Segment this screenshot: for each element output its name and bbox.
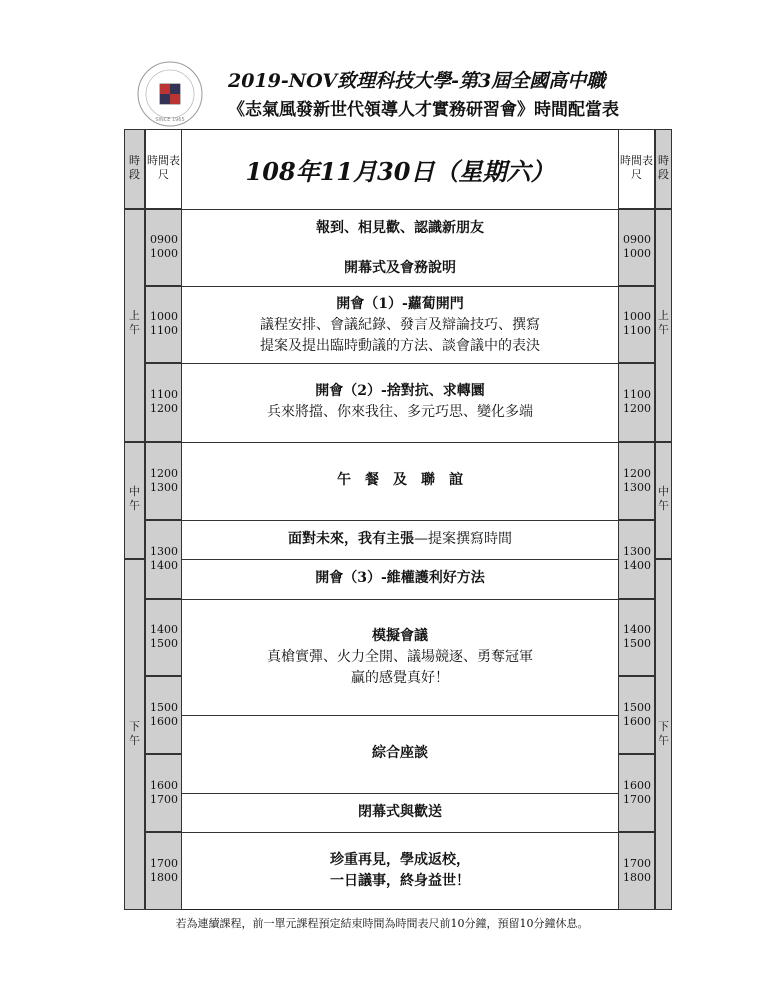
time-cell: 1100 1200	[145, 363, 182, 442]
time-header-left: 時間表尺	[145, 129, 182, 209]
time-cell: 1600 1700	[145, 754, 182, 832]
session-closing: 閉幕式與歡送	[358, 804, 442, 820]
time-header-right: 時間表尺	[618, 129, 655, 209]
period-header-right: 時段	[655, 129, 672, 209]
page-title: 2019-NOV致理科技大學-第3屆全國高中職	[228, 70, 606, 92]
period-noon-left: 中午	[124, 442, 145, 559]
period-header-left: 時段	[124, 129, 145, 209]
time-cell: 1200 1300	[618, 442, 655, 520]
time-cell: 1700 1800	[618, 832, 655, 910]
row-divider	[182, 286, 618, 287]
time-cell: 0900 1000	[618, 209, 655, 286]
time-cell: 1500 1600	[618, 676, 655, 754]
row-divider	[182, 599, 618, 600]
university-seal-icon	[136, 60, 204, 128]
row-divider	[182, 209, 618, 210]
schedule-date: 108年11月30日（星期六）	[245, 157, 555, 186]
period-pm-left: 下午	[124, 559, 145, 910]
row-divider	[182, 559, 618, 560]
period-am-left: 上午	[124, 209, 145, 442]
period-noon-right: 中午	[655, 442, 672, 559]
session-checkin: 報到、相見歡、認識新朋友	[316, 220, 484, 236]
svg-text:SINCE 1965: SINCE 1965	[155, 117, 185, 123]
period-pm-right: 下午	[655, 559, 672, 910]
time-cell: 0900 1000	[145, 209, 182, 286]
row-divider	[182, 793, 618, 794]
page-subtitle: 《志氣風發新世代領導人才實務研習會》時間配當表	[228, 100, 619, 120]
session-meeting-1: 開會（1）-蘿蔔開門 議程安排、會議紀錄、發言及辯論技巧、撰寫 提案及提出臨時動議的方法、談會議中的表決	[260, 296, 540, 354]
row-divider	[182, 832, 618, 833]
row-divider	[182, 363, 618, 364]
time-cell: 1600 1700	[618, 754, 655, 832]
session-mock-meeting: 模擬會議 真槍實彈、火力全開、議場競逐、勇奪冠軍 贏的感覺真好！	[267, 628, 533, 686]
session-farewell: 珍重再見，學成返校， 一日議事，終身益世！	[330, 852, 470, 889]
row-divider	[182, 715, 618, 716]
time-cell: 1700 1800	[145, 832, 182, 910]
session-opening: 開幕式及會務說明	[344, 260, 456, 276]
session-discussion: 綜合座談	[372, 745, 428, 761]
row-divider	[182, 520, 618, 521]
time-cell: 1400 1500	[145, 599, 182, 676]
time-cell: 1500 1600	[145, 676, 182, 754]
session-meeting-2: 開會（2）-捨對抗、求轉圜 兵來將擋、你來我往、多元巧思、變化多端	[267, 383, 533, 420]
time-cell: 1300 1400	[145, 520, 182, 599]
time-cell: 1200 1300	[145, 442, 182, 520]
session-proposal: 面對未來，我有主張—提案撰寫時間	[288, 531, 512, 547]
time-cell: 1000 1100	[618, 286, 655, 363]
time-cell: 1300 1400	[618, 520, 655, 599]
time-cell: 1400 1500	[618, 599, 655, 676]
period-am-right: 上午	[655, 209, 672, 442]
row-divider	[182, 442, 618, 443]
session-meeting-3: 開會（3）-維權護利好方法	[315, 570, 485, 586]
session-lunch: 午 餐 及 聯 誼	[337, 472, 463, 488]
time-cell: 1100 1200	[618, 363, 655, 442]
footer-note: 若為連續課程，前一單元課程預定結束時間為時間表尺前10分鐘，預留10分鐘休息。	[175, 917, 589, 930]
time-cell: 1000 1100	[145, 286, 182, 363]
